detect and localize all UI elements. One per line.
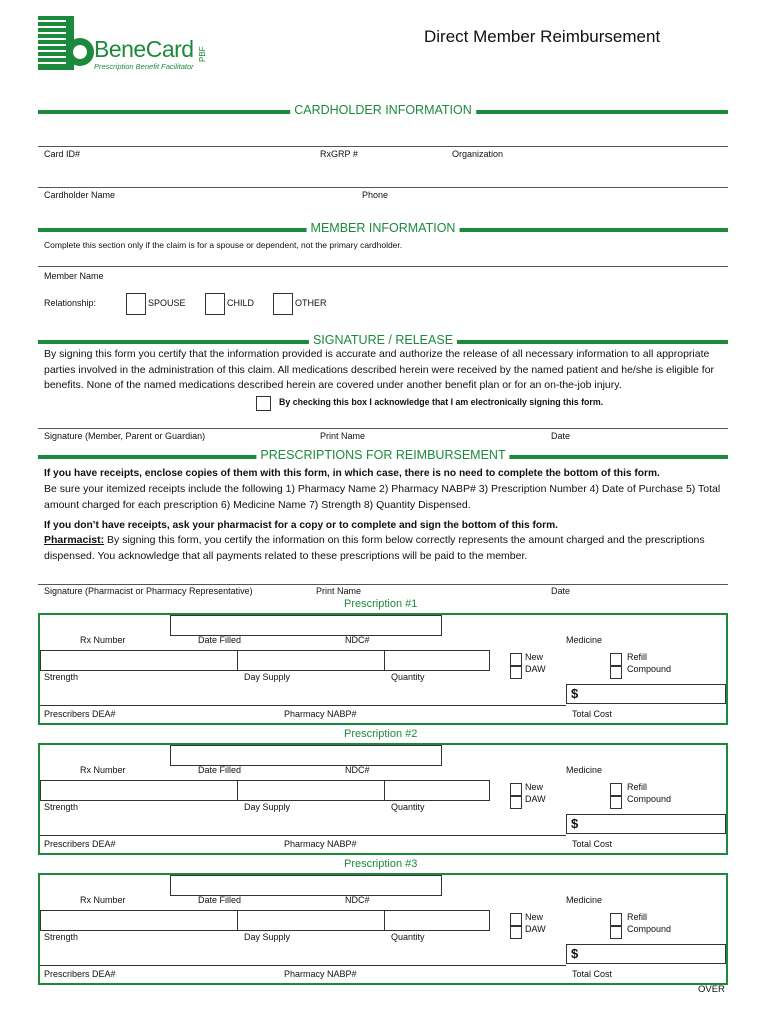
total-cost-input[interactable]	[566, 684, 726, 704]
pharmacist-text: By signing this form, you certify the information on this form below correctly represents the amount charged and the prescriptions dispensed. You acknowledge that all payments related to these prescriptions will be paid to the member.	[44, 534, 705, 562]
refill-checkbox[interactable]	[610, 783, 622, 796]
date-filled-label: Date Filled	[198, 635, 242, 645]
cardholder-name-field[interactable]	[38, 187, 728, 188]
daw-label: DAW	[525, 924, 546, 934]
prescription-title: Prescription #1	[344, 598, 418, 610]
refill-label: Refill	[627, 912, 648, 922]
signature-release-text: By signing this form you certify that the information provided is accurate and authorize the release of all necessary information to all appropriate parties involved in the administration of this claim. All medications described herein were received by the named patient and he/she is eligible for benefits. None of the named medications described herein are covered under another benefit plan or for an on-the-job injury.	[44, 348, 715, 391]
day-supply-label: Day Supply	[244, 802, 291, 812]
e-sign-checkbox[interactable]	[256, 396, 271, 411]
rxgrp-label: RxGRP #	[320, 149, 358, 159]
refill-checkbox[interactable]	[610, 653, 622, 666]
refill-label: Refill	[627, 652, 648, 662]
member-signature-label: Signature (Member, Parent or Guardian)	[44, 431, 206, 441]
new-checkbox[interactable]	[510, 653, 522, 666]
date-filled-label: Date Filled	[198, 895, 242, 905]
strength-input[interactable]	[40, 650, 238, 671]
day-supply-label: Day Supply	[244, 672, 291, 682]
relationship-label: Relationship:	[44, 298, 97, 308]
pharmacist-label: Pharmacist:	[44, 534, 105, 546]
daw-checkbox[interactable]	[510, 796, 522, 809]
other-label: OTHER	[295, 298, 327, 308]
child-checkbox[interactable]	[205, 293, 225, 315]
date-filled-label: Date Filled	[198, 765, 242, 775]
cardholder-name-label: Cardholder Name	[44, 190, 116, 200]
member-name-field[interactable]	[38, 266, 728, 267]
member-name-label: Member Name	[44, 271, 104, 281]
cardholder-section-heading: CARDHOLDER INFORMATION	[38, 106, 728, 118]
rx-number-label: Rx Number	[80, 635, 126, 645]
prescription-title: Prescription #3	[344, 858, 418, 870]
dea-nabp-field[interactable]	[40, 835, 566, 836]
medicine-label: Medicine	[566, 765, 603, 775]
prescription-title: Prescription #2	[344, 728, 418, 740]
brand-tagline: Prescription Benefit Facilitator	[94, 62, 194, 71]
strength-label: Strength	[44, 672, 79, 682]
spouse-checkbox[interactable]	[126, 293, 146, 315]
refill-checkbox[interactable]	[610, 913, 622, 926]
medicine-label: Medicine	[566, 635, 603, 645]
strength-label: Strength	[44, 802, 79, 812]
pharmacy-nabp-label: Pharmacy NABP#	[284, 709, 357, 719]
pharmacist-print-name-label: Print Name	[316, 586, 362, 596]
total-cost-label: Total Cost	[572, 709, 613, 719]
pharmacist-date-label: Date	[551, 586, 571, 596]
dollar-sign: $	[571, 946, 579, 961]
daw-label: DAW	[525, 794, 546, 804]
ndc-label: NDC#	[345, 895, 370, 905]
new-label: New	[525, 912, 544, 922]
brand-name: BeneCard	[94, 36, 194, 62]
dollar-sign: $	[571, 686, 579, 701]
prescriber-dea-label: Prescribers DEA#	[44, 709, 116, 719]
date-filled-input[interactable]	[170, 875, 442, 896]
member-date-label: Date	[551, 431, 571, 441]
refill-label: Refill	[627, 782, 648, 792]
total-cost-input[interactable]	[566, 944, 726, 964]
pharmacy-nabp-label: Pharmacy NABP#	[284, 969, 357, 979]
organization-label: Organization	[452, 149, 504, 159]
quantity-label: Quantity	[391, 802, 425, 812]
strength-input[interactable]	[40, 910, 238, 931]
total-cost-label: Total Cost	[572, 839, 613, 849]
day-supply-input[interactable]	[237, 650, 385, 671]
daw-checkbox[interactable]	[510, 926, 522, 939]
daw-checkbox[interactable]	[510, 666, 522, 679]
compound-checkbox[interactable]	[610, 796, 622, 809]
quantity-label: Quantity	[391, 672, 425, 682]
other-checkbox[interactable]	[273, 293, 293, 315]
compound-checkbox[interactable]	[610, 666, 622, 679]
signature-section-heading: SIGNATURE / RELEASE	[38, 336, 728, 348]
quantity-label: Quantity	[391, 932, 425, 942]
logo-mark-icon	[38, 16, 98, 70]
receipts-instruction: If you have receipts, enclose copies of them with this form, in which case, there is no need to complete the bottom of this form.	[44, 468, 660, 479]
receipts-details: Be sure your itemized receipts include the following 1) Pharmacy Name 2) Pharmacy NABP# 3) Prescription Number 4) Date of Purchase 5) Total amount charged for each prescription 6) Medicine Name 7) Strength 8) Quantity Dispensed.	[44, 483, 721, 511]
strength-input[interactable]	[40, 780, 238, 801]
quantity-input[interactable]	[384, 780, 490, 801]
page-title: Direct Member Reimbursement	[424, 27, 661, 46]
total-cost-input[interactable]	[566, 814, 726, 834]
quantity-input[interactable]	[384, 910, 490, 931]
member-signature-field[interactable]	[38, 428, 728, 429]
daw-label: DAW	[525, 664, 546, 674]
compound-checkbox[interactable]	[610, 926, 622, 939]
rx-number-label: Rx Number	[80, 765, 126, 775]
date-filled-input[interactable]	[170, 615, 442, 636]
date-filled-input[interactable]	[170, 745, 442, 766]
new-checkbox[interactable]	[510, 783, 522, 796]
compound-label: Compound	[627, 664, 672, 674]
new-checkbox[interactable]	[510, 913, 522, 926]
card-id-field[interactable]	[38, 146, 728, 147]
day-supply-label: Day Supply	[244, 932, 291, 942]
ndc-label: NDC#	[345, 765, 370, 775]
dea-nabp-field[interactable]	[40, 705, 566, 706]
compound-label: Compound	[627, 794, 672, 804]
prescriber-dea-label: Prescribers DEA#	[44, 969, 116, 979]
member-note: Complete this section only if the claim is for a spouse or dependent, not the primary cardholder.	[44, 240, 403, 250]
medicine-label: Medicine	[566, 895, 603, 905]
dea-nabp-field[interactable]	[40, 965, 566, 966]
day-supply-input[interactable]	[237, 780, 385, 801]
dollar-sign: $	[571, 816, 579, 831]
card-id-label: Card ID#	[44, 149, 81, 159]
pharmacist-statement	[44, 533, 734, 564]
prescriptions-section-heading: PRESCRIPTIONS FOR REIMBURSEMENT	[38, 451, 728, 463]
prescriber-dea-label: Prescribers DEA#	[44, 839, 116, 849]
spouse-label: SPOUSE	[148, 298, 186, 308]
pharmacist-signature-label: Signature (Pharmacist or Pharmacy Representative)	[44, 586, 253, 596]
child-label: CHILD	[227, 298, 255, 308]
e-sign-text: By checking this box I acknowledge that I am electronically signing this form.	[279, 397, 604, 407]
phone-label: Phone	[362, 190, 389, 200]
compound-label: Compound	[627, 924, 672, 934]
strength-label: Strength	[44, 932, 79, 942]
rx-number-label: Rx Number	[80, 895, 126, 905]
day-supply-input[interactable]	[237, 910, 385, 931]
ndc-label: NDC#	[345, 635, 370, 645]
pharmacy-nabp-label: Pharmacy NABP#	[284, 839, 357, 849]
over-label: OVER	[698, 984, 725, 995]
new-label: New	[525, 652, 544, 662]
pharmacist-signature-field[interactable]	[38, 584, 728, 585]
brand-badge: PBF	[198, 46, 207, 62]
no-receipts-instruction: If you don’t have receipts, ask your pharmacist for a copy or to complete and sign the bottom of this form.	[44, 520, 558, 531]
total-cost-label: Total Cost	[572, 969, 613, 979]
new-label: New	[525, 782, 544, 792]
member-print-name-label: Print Name	[320, 431, 366, 441]
quantity-input[interactable]	[384, 650, 490, 671]
member-section-heading: MEMBER INFORMATION	[38, 224, 728, 236]
